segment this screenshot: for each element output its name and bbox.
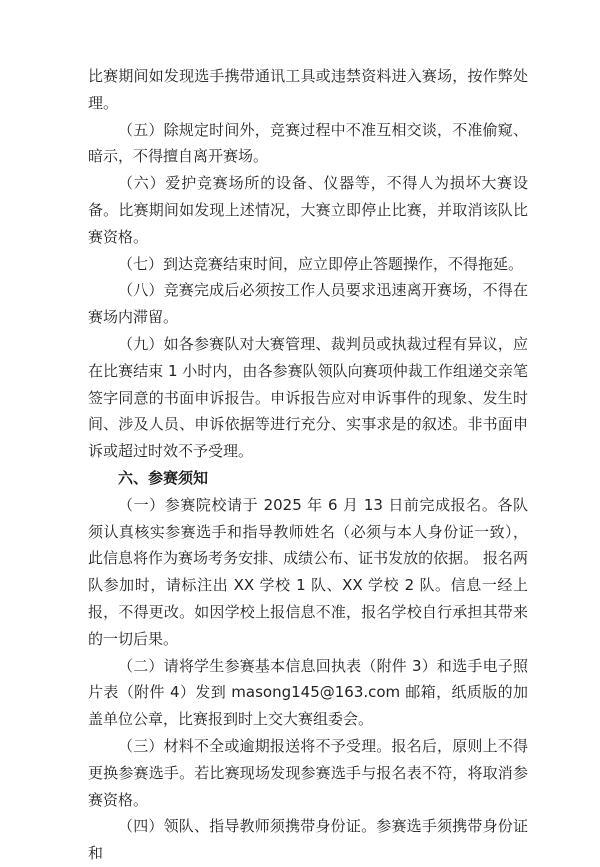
rule-item-9: （九）如各参赛队对大赛管理、裁判员或执裁过程有异议，应在比赛结束 1 小时内，由各参赛队领队向赛项仲裁工作组递交亲笔签字同意的书面申诉报告。申诉报告应对申诉事件的现象、发生时间、涉及人员、申诉依据等进行充分、实事求是的叙述。非书面申诉或超过时效不予受理。 [88, 334, 528, 461]
rule-item-6: （六）爱护竞赛场所的设备、仪器等，不得人为损坏大赛设备。比赛期间如发现上述情况，大赛立即停止比赛，并取消该队比赛资格。 [88, 174, 528, 246]
notice-item-1: （一）参赛院校请于 2025 年 6 月 13 日前完成报名。各队须认真核实参赛选手和指导教师姓名（必须与本人身份证一致），此信息将作为赛场考务安排、成绩公布、证书发放的依据。 报名两队参加时，请标注出 XX 学校 1 队、XX 学校 2 队。信息一经上报，不得更改。如因学校上报信息不准，报名学校自行承担其带来的一切后果。 [88, 495, 528, 648]
paragraph-continuation: 比赛期间如发现选手携带通讯工具或违禁资料进入赛场，按作弊处理。 [88, 67, 528, 112]
rule-item-8: （八）竞赛完成后必须按工作人员要求迅速离开赛场，不得在赛场内滞留。 [88, 281, 528, 327]
section-heading: 六、参赛须知 [118, 468, 209, 487]
notice-item-3: （三）材料不全或逾期报送将不予受理。报名后，原则上不得更换参赛选手。若比赛现场发现参赛选手与报名表不符，将取消参赛资格。 [88, 736, 528, 809]
notice-item-4: （四）领队、指导教师须携带身份证。参赛选手须携带身份证和 [88, 817, 528, 863]
rule-item-7: （七）到达竞赛结束时间，应立即停止答题操作，不得拖延。 [118, 254, 524, 273]
rule-item-5: （五）除规定时间外，竞赛过程中不准互相交谈，不准偷窥、暗示，不得擅自离开赛场。 [88, 120, 528, 166]
notice-item-2: （二）请将学生参赛基本信息回执表（附件 3）和选手电子照片表（附件 4）发到 masong145@163.com 邮箱，纸质版的加盖单位公章，比赛报到时上交大赛组委会。 [88, 656, 528, 729]
document-body [88, 63, 528, 867]
